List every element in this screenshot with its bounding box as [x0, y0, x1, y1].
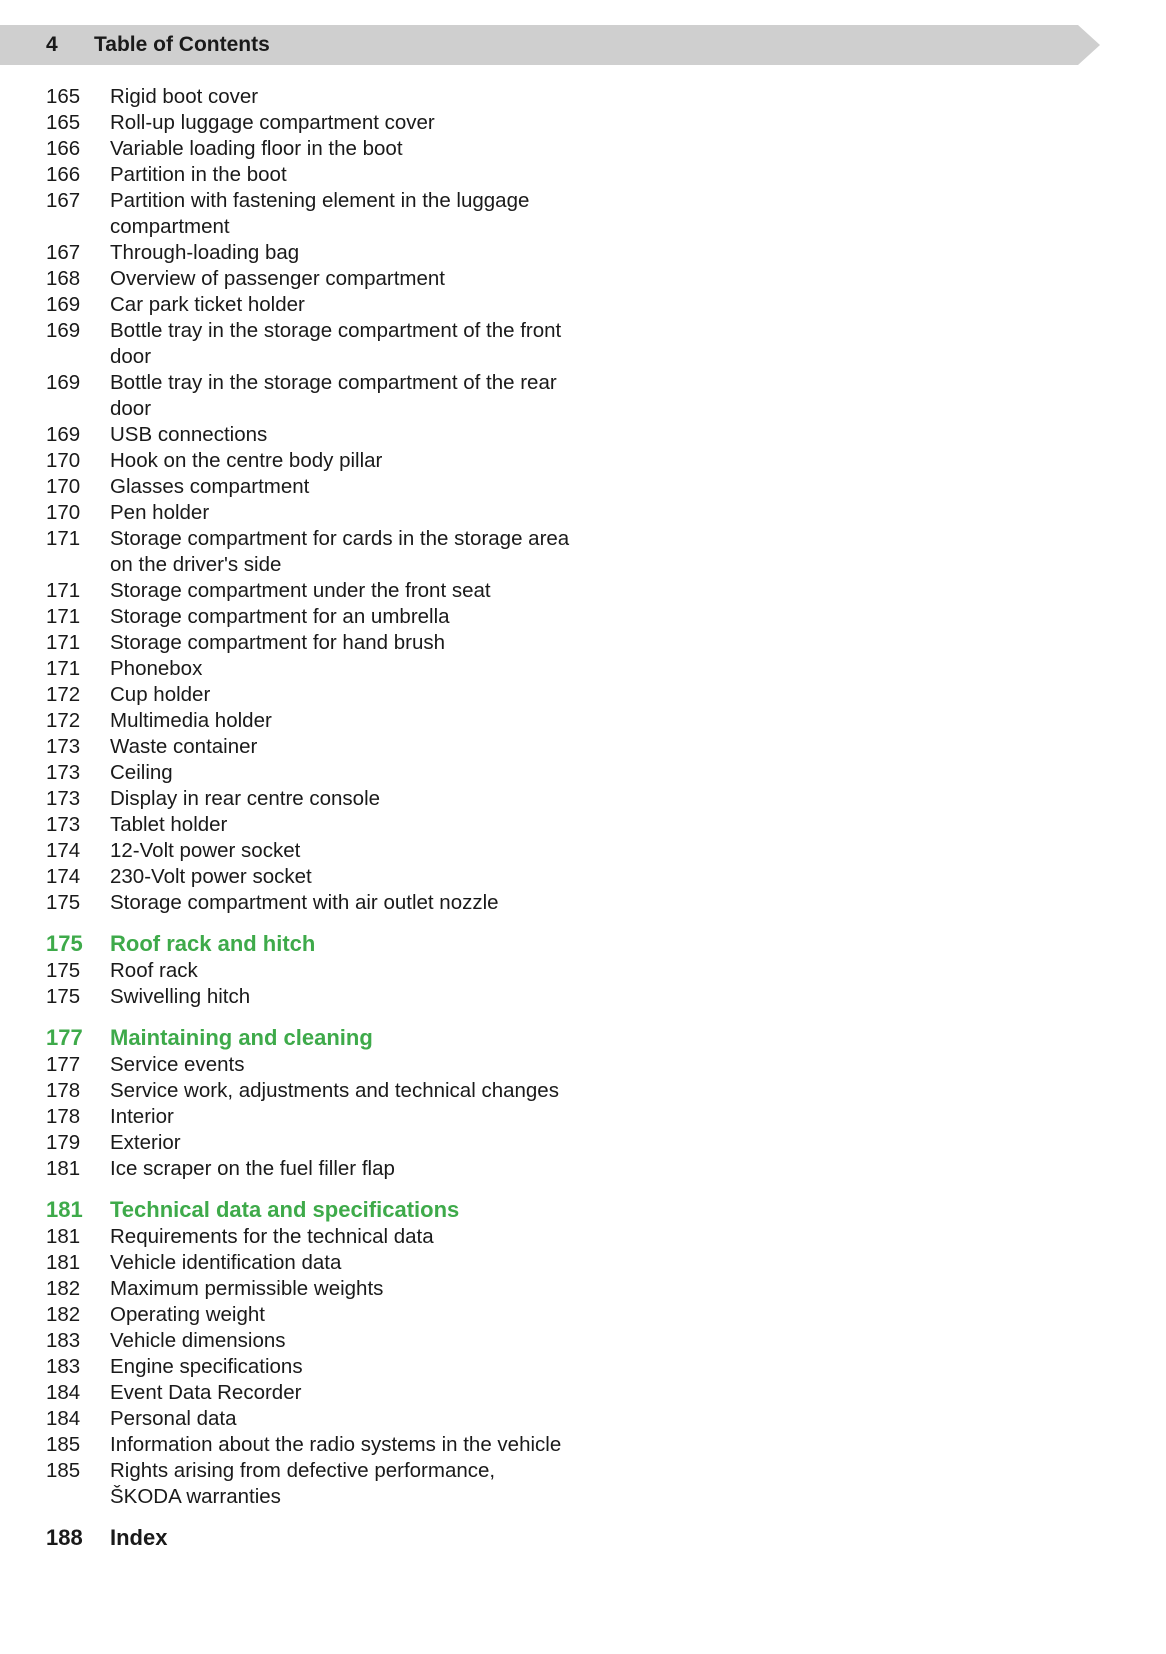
toc-entry-row[interactable]: [46, 292, 646, 318]
toc-page-number: 188: [46, 1525, 83, 1550]
toc-entry-title: Car park ticket holder: [110, 293, 305, 316]
header-title: Table of Contents: [94, 33, 270, 56]
toc-entry-row[interactable]: [46, 474, 646, 500]
toc-entry-title: Interior: [110, 1105, 174, 1128]
toc-page-number: 165: [46, 85, 81, 108]
toc-entry-title: Overview of passenger compartment: [110, 267, 445, 290]
toc-entry-title: Waste container: [110, 735, 258, 758]
toc-page-number: 178: [46, 1079, 81, 1102]
toc-page-number: 171: [46, 657, 81, 680]
toc-entry-row[interactable]: [46, 1380, 646, 1406]
toc-page-number: 185: [46, 1459, 81, 1482]
toc-page-number: 167: [46, 189, 81, 212]
toc-page-number: 175: [46, 931, 83, 956]
toc-page-number: 170: [46, 449, 81, 472]
toc-page-number: 177: [46, 1053, 81, 1076]
toc-page-number: 171: [46, 579, 81, 602]
toc-page-number: 183: [46, 1329, 81, 1352]
toc-chapter-row[interactable]: [46, 1024, 646, 1052]
toc-entry-title: Roof rack and hitch: [110, 931, 316, 956]
toc-chapter-row[interactable]: [46, 930, 646, 958]
toc-entry-title: Information about the radio systems in the vehicle: [110, 1433, 562, 1456]
toc-entry-title: Operating weight: [110, 1303, 265, 1326]
toc-page-number: 171: [46, 605, 81, 628]
toc-entry-row[interactable]: [46, 864, 646, 890]
toc-entry-row[interactable]: [46, 1458, 646, 1510]
toc-entry-title: Requirements for the technical data: [110, 1225, 434, 1248]
toc-entry-row[interactable]: [46, 500, 646, 526]
toc-entry-title: Rights arising from defective performance, ŠKODA warranties: [110, 1459, 496, 1508]
toc-entry-row[interactable]: [46, 760, 646, 786]
toc-entry-title: Service events: [110, 1053, 245, 1076]
toc-entry-title: Personal data: [110, 1407, 237, 1430]
toc-entry-title: Vehicle identification data: [110, 1251, 342, 1274]
toc-entry-row[interactable]: [46, 1432, 646, 1458]
toc-entry-title: USB connections: [110, 423, 268, 446]
toc-entry-title: 12-Volt power socket: [110, 839, 301, 862]
toc-page-number: 183: [46, 1355, 81, 1378]
toc-page-number: 172: [46, 709, 81, 732]
toc-chapter-row[interactable]: [46, 1196, 646, 1224]
toc-page-number: 182: [46, 1277, 81, 1300]
toc-entry-row[interactable]: [46, 1302, 646, 1328]
toc-entry-title: Storage compartment for cards in the storage area on the driver's side: [110, 527, 570, 576]
toc-page-number: 169: [46, 371, 81, 394]
toc-entry-row[interactable]: [46, 1104, 646, 1130]
toc-entry-title: Index: [110, 1525, 168, 1550]
toc-entry-title: Engine specifications: [110, 1355, 303, 1378]
toc-page-number: 181: [46, 1157, 81, 1180]
toc-page-number: 173: [46, 761, 81, 784]
toc-entry-row[interactable]: [46, 812, 646, 838]
toc-entry-row[interactable]: [46, 188, 646, 240]
toc-entry-title: Partition in the boot: [110, 163, 287, 186]
toc-page-number: 184: [46, 1381, 81, 1404]
toc-entry-title: Cup holder: [110, 683, 211, 706]
toc-entry-title: Storage compartment under the front seat: [110, 579, 491, 602]
toc-entry-title: Pen holder: [110, 501, 210, 524]
toc-entry-row[interactable]: [46, 370, 646, 422]
toc-entry-row[interactable]: [46, 734, 646, 760]
toc-entry-title: Roll-up luggage compartment cover: [110, 111, 435, 134]
toc-entry-title: Maintaining and cleaning: [110, 1025, 373, 1050]
toc-entry-row[interactable]: [46, 318, 646, 370]
toc-page-number: 179: [46, 1131, 81, 1154]
toc-entry-title: Technical data and specifications: [110, 1197, 460, 1222]
toc-page-number: 181: [46, 1197, 83, 1222]
toc-entry-title: Hook on the centre body pillar: [110, 449, 383, 472]
header-page-number: 4: [46, 33, 58, 56]
toc-entry-title: Swivelling hitch: [110, 985, 251, 1008]
toc-entry-title: Maximum permissible weights: [110, 1277, 384, 1300]
toc-entry-row[interactable]: [46, 604, 646, 630]
toc-page-number: 175: [46, 891, 81, 914]
toc-entry-row[interactable]: [46, 838, 646, 864]
toc-entry-title: Through-loading bag: [110, 241, 300, 264]
toc-entry-row[interactable]: [46, 526, 646, 578]
toc-index-row[interactable]: [46, 1524, 646, 1552]
toc-entry-title: Tablet holder: [110, 813, 228, 836]
toc-page-number: 174: [46, 839, 81, 862]
toc-page-number: 181: [46, 1225, 81, 1248]
toc-entry-title: Storage compartment for an umbrella: [110, 605, 450, 628]
toc-page-number: 182: [46, 1303, 81, 1326]
toc-entry-row[interactable]: [46, 1276, 646, 1302]
toc-entry-title: Variable loading floor in the boot: [110, 137, 403, 160]
toc-entry-row[interactable]: [46, 656, 646, 682]
toc-page-number: 166: [46, 137, 81, 160]
toc-page-number: 173: [46, 813, 81, 836]
toc-entry-title: Storage compartment with air outlet nozzle: [110, 891, 499, 914]
toc-entry-row[interactable]: [46, 1130, 646, 1156]
toc-entry-title: Ice scraper on the fuel filler flap: [110, 1157, 395, 1180]
toc-entry-row[interactable]: [46, 240, 646, 266]
toc-entry-row[interactable]: [46, 266, 646, 292]
toc-entry-row[interactable]: [46, 162, 646, 188]
toc-entry-title: Multimedia holder: [110, 709, 272, 732]
toc-entry-title: Vehicle dimensions: [110, 1329, 286, 1352]
toc-entry-row[interactable]: [46, 984, 646, 1010]
toc-page-number: 169: [46, 293, 81, 316]
toc-entry-row[interactable]: [46, 448, 646, 474]
toc-page-number: 169: [46, 423, 81, 446]
toc-page-number: 165: [46, 111, 81, 134]
toc-page-number: 172: [46, 683, 81, 706]
toc-entry-row[interactable]: [46, 958, 646, 984]
toc-entry-title: 230-Volt power socket: [110, 865, 312, 888]
toc-page-number: 169: [46, 319, 81, 342]
toc-entry-row[interactable]: [46, 1406, 646, 1432]
toc-page-number: 174: [46, 865, 81, 888]
toc-entry-title: Phonebox: [110, 657, 203, 680]
toc-entry-row[interactable]: [46, 1156, 646, 1182]
toc-page-number: 170: [46, 501, 81, 524]
toc-entry-title: Storage compartment for hand brush: [110, 631, 446, 654]
toc-page-number: 173: [46, 735, 81, 758]
toc-entry-title: Ceiling: [110, 761, 173, 784]
toc-page-number: 185: [46, 1433, 81, 1456]
toc-page-number: 184: [46, 1407, 81, 1430]
toc-page-number: 175: [46, 959, 81, 982]
toc-entry-row[interactable]: [46, 1052, 646, 1078]
toc-page-number: 181: [46, 1251, 81, 1274]
toc-entry-row[interactable]: [46, 1328, 646, 1354]
table-of-contents: [46, 84, 646, 1552]
toc-page-number: 177: [46, 1025, 83, 1050]
toc-entry-title: Display in rear centre console: [110, 787, 381, 810]
toc-entry-title: Rigid boot cover: [110, 85, 259, 108]
toc-entry-row[interactable]: [46, 708, 646, 734]
toc-page-number: 166: [46, 163, 81, 186]
toc-page-number: 171: [46, 527, 81, 550]
toc-page-number: 175: [46, 985, 81, 1008]
toc-page-number: 171: [46, 631, 81, 654]
toc-entry-title: Event Data Recorder: [110, 1381, 302, 1404]
toc-entry-title: Roof rack: [110, 959, 198, 982]
toc-entry-row[interactable]: [46, 682, 646, 708]
toc-entry-row[interactable]: [46, 1354, 646, 1380]
toc-entry-row[interactable]: [46, 136, 646, 162]
toc-entry-title: Glasses compartment: [110, 475, 310, 498]
toc-entry-row[interactable]: [46, 630, 646, 656]
toc-entry-row[interactable]: [46, 578, 646, 604]
toc-entry-row[interactable]: [46, 422, 646, 448]
toc-entry-row[interactable]: [46, 1078, 646, 1104]
toc-entry-title: Partition with fastening element in the luggage compartment: [110, 189, 530, 238]
toc-entry-row[interactable]: [46, 1250, 646, 1276]
toc-page-number: 167: [46, 241, 81, 264]
toc-entry-title: Bottle tray in the storage compartment of the rear door: [110, 371, 557, 420]
toc-entry-row[interactable]: [46, 890, 646, 916]
toc-entry-title: Service work, adjustments and technical changes: [110, 1079, 559, 1102]
toc-page-number: 173: [46, 787, 81, 810]
toc-page-number: 178: [46, 1105, 81, 1128]
toc-entry-title: Exterior: [110, 1131, 181, 1154]
toc-entry-row[interactable]: [46, 786, 646, 812]
toc-page-number: 170: [46, 475, 81, 498]
toc-entry-row[interactable]: [46, 110, 646, 136]
toc-entry-row[interactable]: [46, 84, 646, 110]
toc-page-number: 168: [46, 267, 81, 290]
toc-entry-row[interactable]: [46, 1224, 646, 1250]
toc-entry-title: Bottle tray in the storage compartment of the front door: [110, 319, 562, 368]
